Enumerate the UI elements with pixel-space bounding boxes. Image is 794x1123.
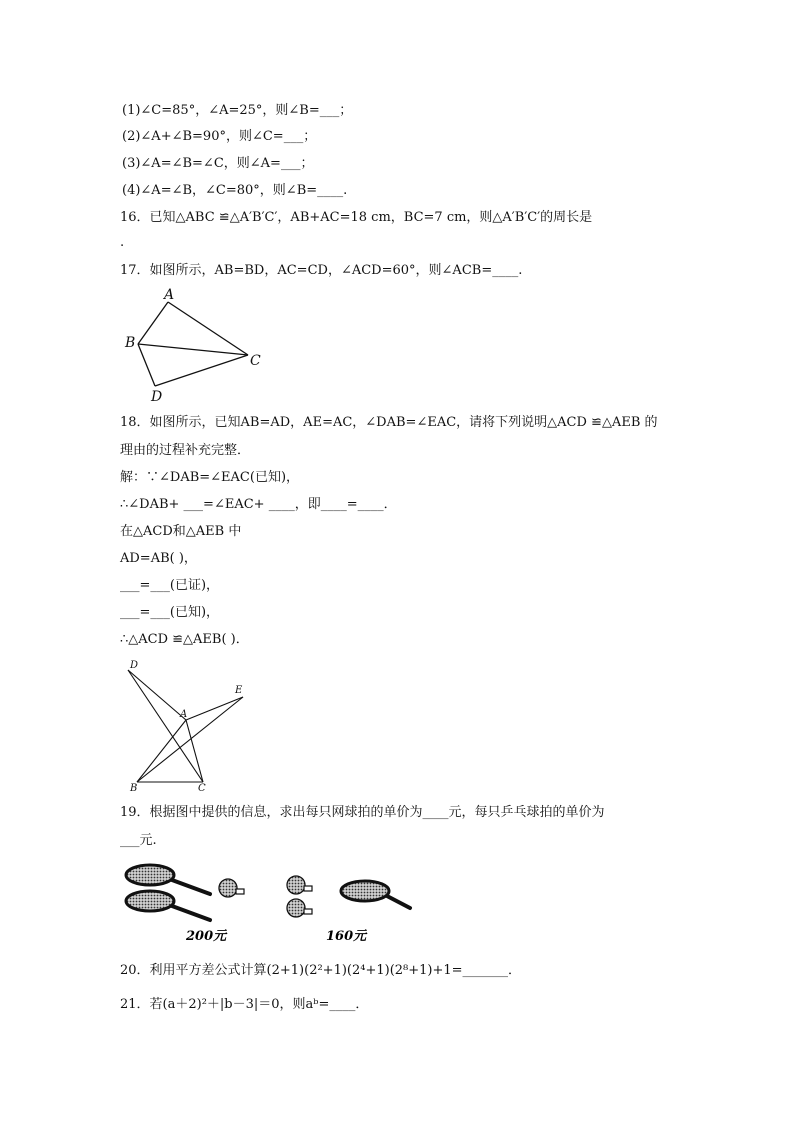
tennis-racket-1 xyxy=(126,865,210,894)
q17-segment-bd xyxy=(138,344,155,386)
q18-line-8: ___=___(已知)， xyxy=(120,605,220,620)
q18-label-a: A xyxy=(180,709,188,720)
q15-item-3: (3)∠A=∠B=∠C，则∠A=___； xyxy=(122,156,314,171)
q17-label-a: A xyxy=(164,287,175,303)
q19-price-1: 200元 xyxy=(186,929,227,944)
ping-pong-paddle-3 xyxy=(287,899,312,917)
q18-segment-ab xyxy=(137,720,186,782)
q15-item-1: (1)∠C=85°，∠A=25°，则∠B=___； xyxy=(122,103,353,118)
q18-line-2: 理由的过程补充完整． xyxy=(120,443,251,458)
q16-tail: . xyxy=(120,235,125,250)
q17-segment-dc xyxy=(155,355,248,386)
q17-text: 17．如图所示，AB=BD，AC=CD，∠ACD=60°，则∠ACB=____. xyxy=(120,263,523,278)
q17-label-c: C xyxy=(250,353,261,369)
q18-label-c: C xyxy=(198,783,206,794)
q18-line-9: ∴△ACD ≌△AEB( )． xyxy=(120,632,249,647)
q18-line-1: 18．如图所示，已知AB=AD，AE=AC，∠DAB=∠EAC，请将下列说明△ACD ≌△AEB 的 xyxy=(120,415,658,430)
q18-label-d: D xyxy=(130,660,139,671)
q19-line-2: ___元. xyxy=(120,833,157,848)
q18-figure xyxy=(120,655,260,795)
q15-item-2: (2)∠A+∠B=90°，则∠C=___； xyxy=(122,129,317,144)
q18-segment-ae xyxy=(186,697,243,720)
q19-price-2: 160元 xyxy=(326,929,367,944)
ping-pong-paddle-2 xyxy=(287,876,312,894)
q15-item-4: (4)∠A=∠B，∠C=80°，则∠B=____. xyxy=(122,183,348,198)
q18-segment-ac xyxy=(186,720,203,782)
q21-text: 21．若(a＋2)²＋|b－3|＝0，则aᵇ=____． xyxy=(120,997,369,1012)
q19-line-1: 19．根据图中提供的信息，求出每只网球拍的单价为____元，每只乒乓球拍的单价为 xyxy=(120,805,605,820)
q20-text: 20．利用平方差公式计算(2+1)(2²+1)(2⁴+1)(2⁸+1)+1=_______． xyxy=(120,963,522,978)
q17-label-b: B xyxy=(125,335,136,351)
q18-line-6: AD=AB( )， xyxy=(120,551,197,566)
tennis-racket-2 xyxy=(126,891,210,920)
q18-line-7: ___=___(已证)， xyxy=(120,578,220,593)
q17-segment-ac xyxy=(168,302,248,355)
q18-label-e: E xyxy=(235,685,243,696)
q18-segment-be xyxy=(137,697,243,782)
q16-text: 16．已知△ABC ≌△A′B′C′，AB+AC=18 cm，BC=7 cm，则△A′B′C′的周长是 xyxy=(120,210,593,225)
q17-label-d: D xyxy=(151,389,163,405)
tennis-racket-3 xyxy=(341,881,410,908)
q18-line-5: 在△ACD和△AEB 中 xyxy=(120,524,242,539)
q18-segment-dc xyxy=(128,670,203,782)
q17-segment-bc xyxy=(138,344,248,355)
q18-line-4: ∴∠DAB+ ___=∠EAC+ ____，即____=____． xyxy=(120,497,397,512)
q17-segment-ab xyxy=(138,302,168,344)
ping-pong-paddle-1 xyxy=(219,879,244,897)
q17-figure xyxy=(120,285,280,405)
q18-label-b: B xyxy=(130,783,138,794)
q18-line-3: 解：∵∠DAB=∠EAC(已知)， xyxy=(120,470,300,485)
q19-figure xyxy=(120,858,420,948)
